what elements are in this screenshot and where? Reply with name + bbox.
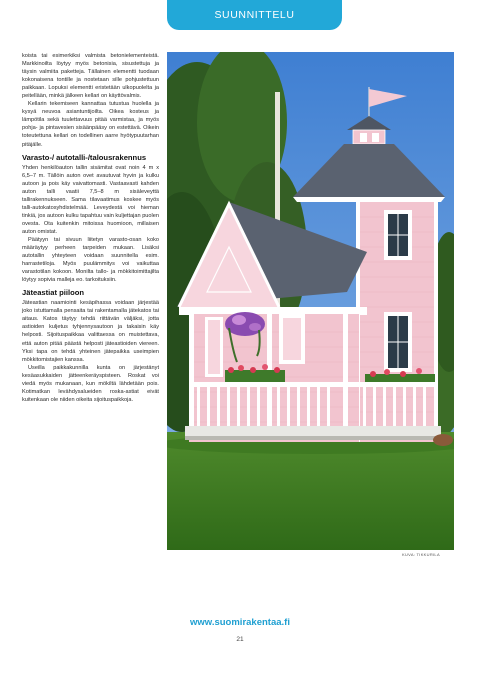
article-paragraph: Useilla paikkakunnilla kunta on järjestänyt kesäasukkaiden jätteenkeräyspisteen. Roskat voi viedä myös mukanaan, kun mökiltä lähdetään pois. Kotimatkan levähdysalueiden roska-astiat eivät kuitenkaan ole niiden oikeita sijoituspaikkoja. xyxy=(22,364,159,403)
article-paragraph: Kellarin tekemiseen kannattaa tutustua huolella ja kysyä neuvoa asiantuntijoilta. Oikea kosteus ja lämpötila sekä tuulettavuus pitää varmistaa, ja myös pohja- ja pintavesien sisäänpääsy on estettävä. Oikein toteutettuna kellari on todellinen aarre hyötypuutarhan pitäjälle. xyxy=(22,101,159,148)
article-paragraph: koista tai esimerkiksi valmista betonielementeistä. Markkinoilta löytyy myös betonisia, sisustettuja ja täysin valmiita paketteja. Tällainen elementti tuodaan kokonaisena tontille ja nostetaan sille pohjustettuun paikkaan. Lopuksi elementti eristetään ulkopuolelta ja peitellään, minkä jälkeen kellari on käyttövalmis. xyxy=(22,53,159,100)
article-paragraph: Päätyyn tai sivuun liitetyn varasto-osan koko määräytyy perheen tarpeiden mukaan. Lisäksi autotallin yhteyteen voidaan suunnitella esim. harrastetiloja. Myös puulämmitys voi vaikuttaa varastotilan kokoon. Monilta tallo- ja mökkitoimittajilta löytyy sopivia malleja eo. tarkoituksiin. xyxy=(22,236,159,284)
article-paragraph: Yhden henkilöauton tallin sisämitat ovat noin 4 m x 6,5–7 m. Tällöin auton ovet avautuvat hyvin ja kulku autoon ja pois käy vaivattomasti. Vastaavasti kahden auton talli vaatii 7,5–8 m sisäleveyttä tallirakennukseen. Sama tilavaatimus koskee myös talli-autokatosyhdistelmää. Leveydestä voi hieman tinkiä, jos autoon kulku tapahtuu vain kuljettajan puolen ovesta. Ota kuitenkin mitoissa huomioon, millaisen auton omistat. xyxy=(22,164,159,235)
footer-website-link[interactable]: www.suomirakentaa.fi xyxy=(190,617,290,628)
page-number: 21 xyxy=(236,636,244,643)
article-text-column xyxy=(22,52,159,404)
article-subheading: Jäteastiat piiloon xyxy=(22,288,85,298)
section-header-tab xyxy=(167,0,342,30)
section-title: SUUNNITTELU xyxy=(214,9,295,21)
article-paragraph: Jäteastian naamiointi kesäpihassa voidaan järjestää joko istuttamalla pensaita tai rakentamalla jätekatos tai aitaus. Katos täytyy tehdä riittävän väljäksi, jotta astioiden kuljetus tyhjennysautoon ja takaisin käy helposti. Sijoituspaikkaa valittaessa on muistettava, että auton pitää päästä helposti jäteastioiden viereen. Yksi tapa on tehdä yhteinen jätepaikka useimpien mökkitomistajien kanssa. xyxy=(22,300,159,363)
photo-credit: KUVA: TIKKURILA xyxy=(402,552,440,557)
article-subheading: Varasto-/ autotalli-/talousrakennus xyxy=(22,152,147,162)
playhouse-photo xyxy=(167,52,454,550)
